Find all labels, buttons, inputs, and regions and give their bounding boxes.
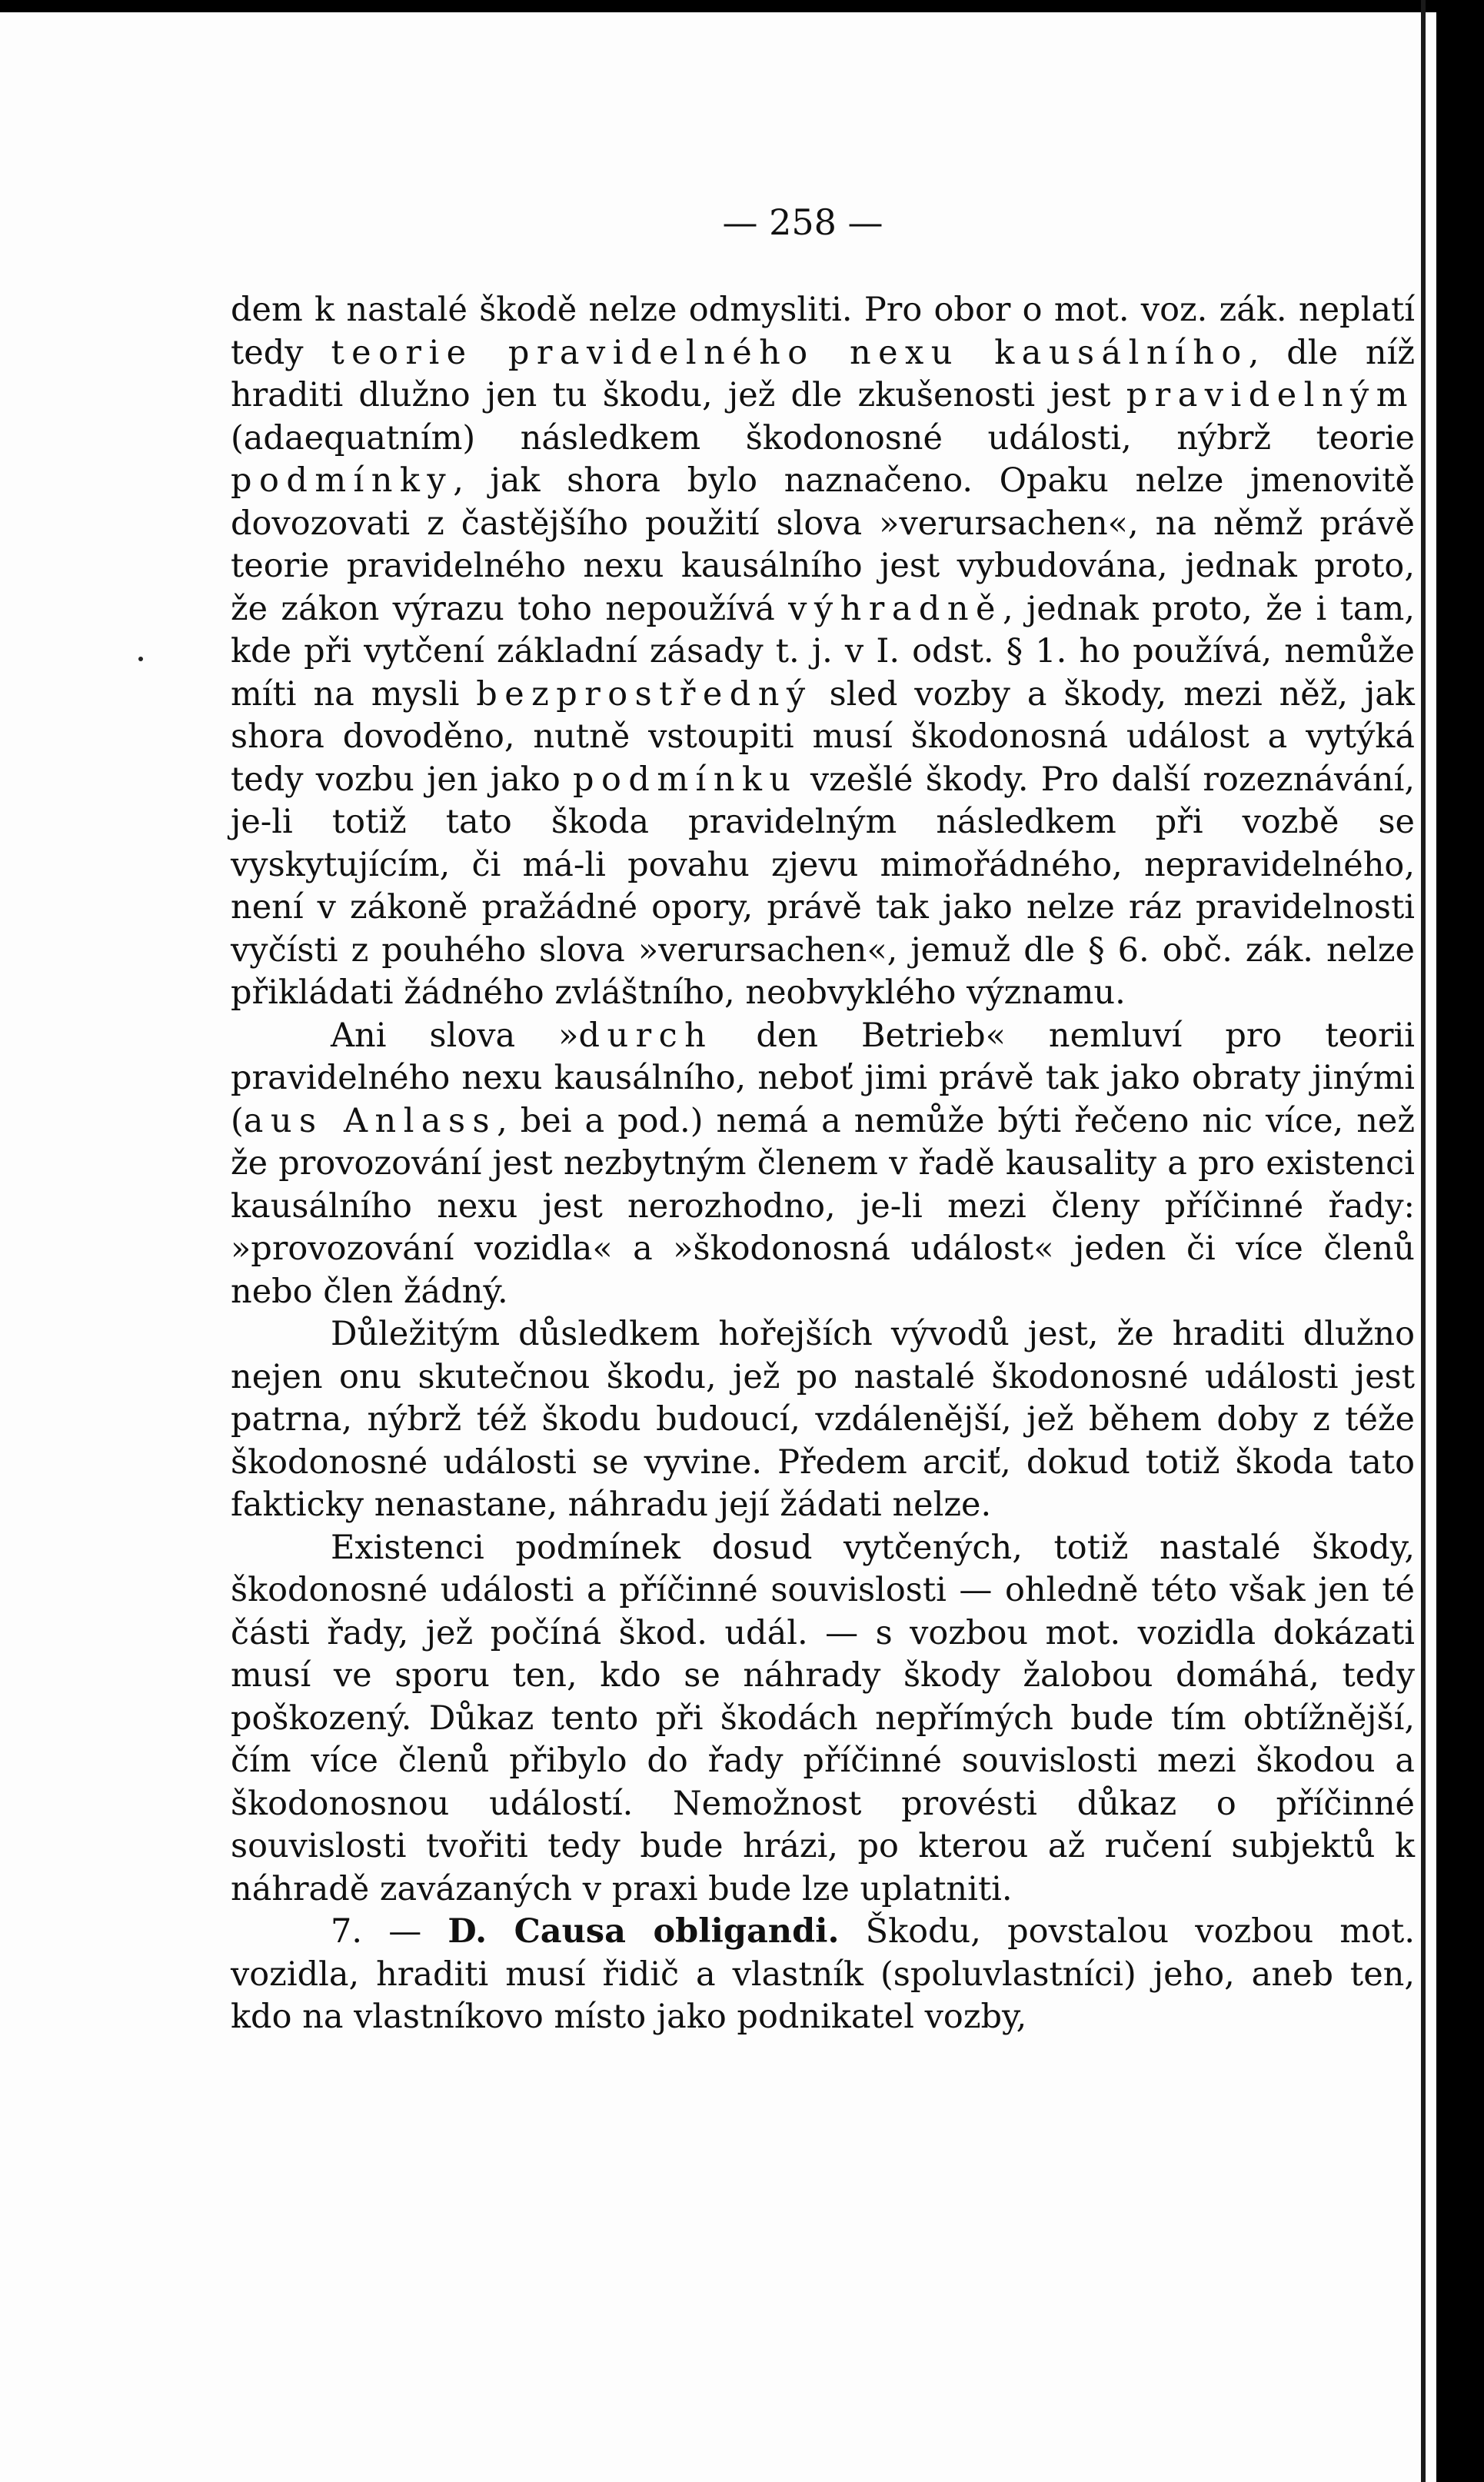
paragraph	[231, 289, 1415, 1015]
margin-speck	[138, 657, 143, 661]
text-run: Existenci podmínek dosud vytčených, totiž nastalé škody, škodonosné události a příčinné souvislosti — ohledně této však jen té části řady, jež počíná škod. udál. — s vozbou mot. vozidla dokázati musí ve sporu ten, kdo se náhrady škody žalobou domáhá, tedy poškozený. Důkaz tento při škodách nepřímých bude tím obtížnější, čím více členů přibylo do řady příčinné souvislosti mezi škodou a škodonosnou událostí. Nemožnost provésti důkaz o příčinné souvislosti tvořiti tedy bude hrázi, po kterou až ručení subjektů k náhradě zavázaných v praxi bude lze uplatniti.	[231, 1528, 1415, 1908]
text-run: durch	[578, 1016, 714, 1055]
scan-edge-line	[1421, 0, 1426, 2482]
paragraph	[231, 1527, 1415, 1911]
paragraph	[231, 1911, 1415, 2039]
text-run: pravidelným	[1126, 376, 1415, 414]
text-run: Škodu, povstalou vozbou mot. vozidla, hraditi musí řidič a vlastník (spoluvlastníci) jeho, aneb ten, kdo na vlastníkovo místo jako podnikatel vozby,	[231, 1912, 1415, 2036]
text-run: , jednak proto, že i tam, kde při vytčení základní zásady t. j. v I. odst. § 1. ho používá, nemůže míti na mysli	[231, 589, 1415, 714]
text-run: podmínku	[573, 760, 798, 799]
text-run: (adaequatním) následkem škodonosné události, nýbrž teorie	[231, 418, 1415, 457]
text-run: bezprostředný	[476, 674, 813, 714]
text-run: , bei a pod.) nemá a nemůže býti řečeno nic více, než že provozování jest nezbytným členem v řadě kausality a pro existenci kausálního nexu jest nerozhodno, je-li mezi členy příčinné řady: »provozování vozidla« a »škodonosná událost« jeden či více členů nebo člen žádný.	[231, 1101, 1416, 1311]
text-run: vzešlé škody. Pro další rozeznávání, je-li totiž tato škoda pravidelným následkem při vozbě se vyskytujícím, či má-li povahu zjevu mimořádného, nepravidelného, není v zákoně pražádné opory, právě tak jako nelze ráz pravidelnosti vyčísti z pouhého slova »verursachen«, jemuž dle § 6. obč. zák. nelze přikládati žádného zvláštního, neobvyklého významu.	[231, 760, 1415, 1012]
text-run: dem k nastalé škodě nelze odmysliti. Pro obor o mot. voz. zák. neplatí tedy	[231, 291, 1415, 372]
page-number: — 258 —	[722, 201, 883, 243]
text-run: , dle níž hraditi dlužno jen tu škodu, jež dle zkušenosti jest	[231, 333, 1415, 414]
text-run: sled vozby a škody, mezi něž, jak shora dovoděno, nutně vstoupiti musí škodonosná událost a vytýká tedy vozbu jen jako	[231, 674, 1415, 799]
paragraph	[231, 1313, 1415, 1527]
text-run: Důležitým důsledkem hořejších vývodů jest, že hraditi dlužno nejen onu skutečnou škodu, jež po nastalé škodonosné události jest patrna, nýbrž též škodu budoucí, vzdálenější, jež během doby z téže škodonosné události se vyvine. Předem arciť, dokud totiž škoda tato fakticky nenastane, náhradu její žádati nelze.	[231, 1315, 1415, 1524]
text-run: teorie pravidelného nexu kausálního	[331, 333, 1249, 372]
text-run: D. Causa obligandi.	[448, 1912, 840, 1951]
text-run: , jak shora bylo naznačeno. Opaku nelze jmenovitě dovozovati z častějšího použití slova »verursachen«, na němž právě teorie pravidelného nexu kausálního jest vybudována, jednak proto, že zákon výrazu toho nepoužívá	[231, 461, 1415, 628]
text-run: den Betrieb« nemluví pro teorii pravidelného nexu kausálního, neboť jimi právě tak jako obraty jinými (	[231, 1016, 1416, 1140]
scan-edge-right	[1436, 0, 1484, 2482]
text-run: Ani slova »	[331, 1016, 579, 1055]
text-run: výhradně	[788, 589, 1003, 628]
paragraph	[231, 1015, 1415, 1314]
text-run: 7. —	[331, 1912, 448, 1951]
body-text	[231, 289, 1415, 2039]
scan-edge-top	[0, 0, 1484, 12]
text-run: podmínky	[231, 461, 454, 500]
text-run: aus Anlass	[243, 1101, 497, 1140]
